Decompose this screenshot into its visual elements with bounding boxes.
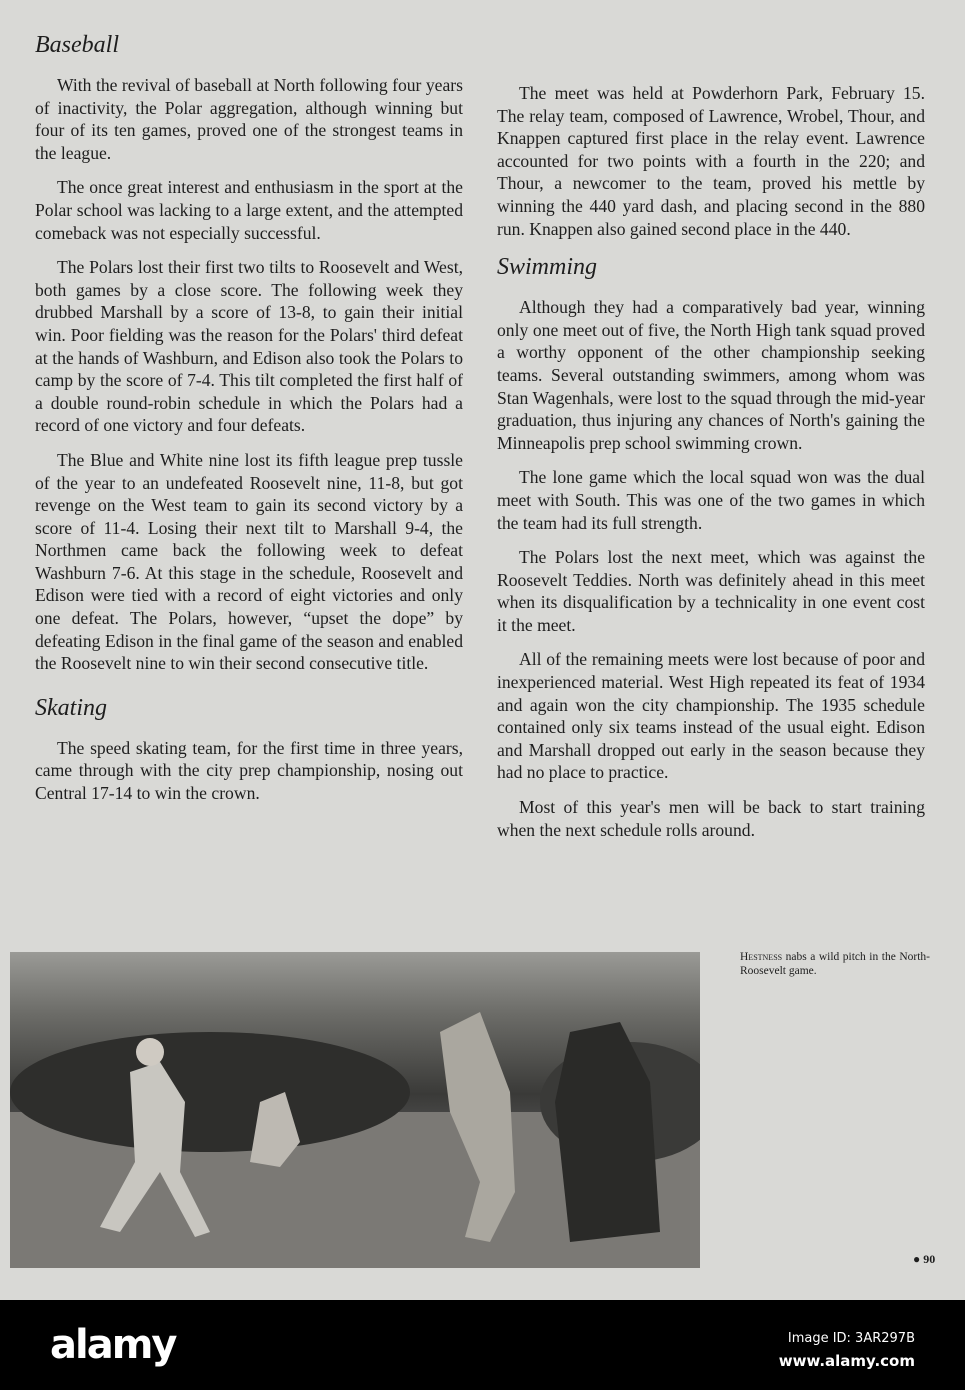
baseball-heading: Baseball bbox=[35, 32, 119, 58]
paragraph: The lone game which the local squad won was the dual meet with South. This was one of the two games in which the team had its full strength. bbox=[497, 467, 925, 533]
paragraph: The Polars lost their first two tilts to Roosevelt and West, both games by a close score. The following week they drubbed Marshall by a score of 13-8, to gain their initial win. Poor fielding was the reason for the Polars' third defeat at the hands of Washburn, and Edison also took the Polars to camp by the score of 7-4. This tilt completed the first half of a double round-robin schedule in which the Polars had a record of one victory and four defeats. bbox=[35, 257, 463, 436]
paragraph: The meet was held at Powderhorn Park, February 15. The relay team, composed of Lawrence, Wrobel, Thour, and Knappen captured first place in the relay event. Lawrence accounted for two points with a fourth in the 220; and Thour, a newcomer to the team, proved his mettle by winning the 440 yard dash, and placing second in the 880 run. Knappen also gained second place in the 440. bbox=[497, 83, 925, 239]
paragraph: Although they had a comparatively bad year, winning only one meet out of five, the North High tank squad proved a worthy opponent of the other championship seeking teams. Several outstanding swimmers, among whom was Stan Wagenhals, were lost to the squad through the mid-year graduation, thus injuring any chances of North's gaining the Minneapolis prep school swimming crown. bbox=[497, 297, 925, 453]
baseball-game-photo bbox=[10, 952, 700, 1268]
skating-heading: Skating bbox=[35, 694, 107, 721]
paragraph: The once great interest and enthusiasm in the sport at the Polar school was lacking to a large extent, and the attempted comeback was not especially successful. bbox=[35, 177, 463, 243]
paragraph: The Blue and White nine lost its fifth league prep tussle of the year to an undefeated Roosevelt nine, 11-8, but got revenge on the West team to gain its second victory by a score of 11-4. Losing their next tilt to Marshall 9-4, the Northmen came back the following week to defeat Washburn 7-6. At this stage in the schedule, Roosevelt and Edison were tied with a record of eight victories and only one defeat. The Polars, however, “upset the dope” by defeating Edison in the final game of the season and enabled the Roosevelt nine to win their second consecutive title. bbox=[35, 449, 463, 674]
caption-name: Hestness bbox=[740, 951, 783, 963]
page-number: ● 90 bbox=[913, 1252, 936, 1266]
alamy-logo: alamy bbox=[50, 1322, 176, 1368]
caption-text: nabs a wild pitch in the North-Roosevelt game. bbox=[740, 951, 930, 977]
photo-scene bbox=[10, 952, 700, 1268]
watermark-url[interactable]: www.alamy.com bbox=[778, 1352, 915, 1370]
paragraph: With the revival of baseball at North following four years of inactivity, the Polar aggregation, although winning but four of its ten games, proved one of the strongest teams in the league. bbox=[35, 75, 463, 163]
right-column bbox=[497, 82, 925, 853]
image-info bbox=[779, 1328, 915, 1372]
paragraph: Most of this year's men will be back to start training when the next schedule rolls around. bbox=[497, 797, 925, 840]
paragraph: All of the remaining meets were lost because of poor and inexperienced material. West High repeated its feat of 1934 and again won the city championship. The 1935 schedule contained only six teams instead of the usual eight. Edison and Marshall dropped out early in the season because they had no place to practice. bbox=[497, 649, 925, 783]
paragraph: The speed skating team, for the first time in three years, came through with the city prep championship, nosing out Central 17-14 to win the crown. bbox=[35, 737, 463, 804]
image-id: Image ID: 3AR297B bbox=[787, 1331, 915, 1346]
photo-caption bbox=[740, 950, 930, 978]
swimming-heading: Swimming bbox=[497, 254, 598, 281]
left-column bbox=[35, 30, 463, 817]
watermark-footer bbox=[0, 1300, 965, 1390]
paragraph: The Polars lost the next meet, which was against the Roosevelt Teddies. North was definitely ahead in this meet when its disqualification by a technicality in one event cost it the meet. bbox=[497, 547, 925, 635]
